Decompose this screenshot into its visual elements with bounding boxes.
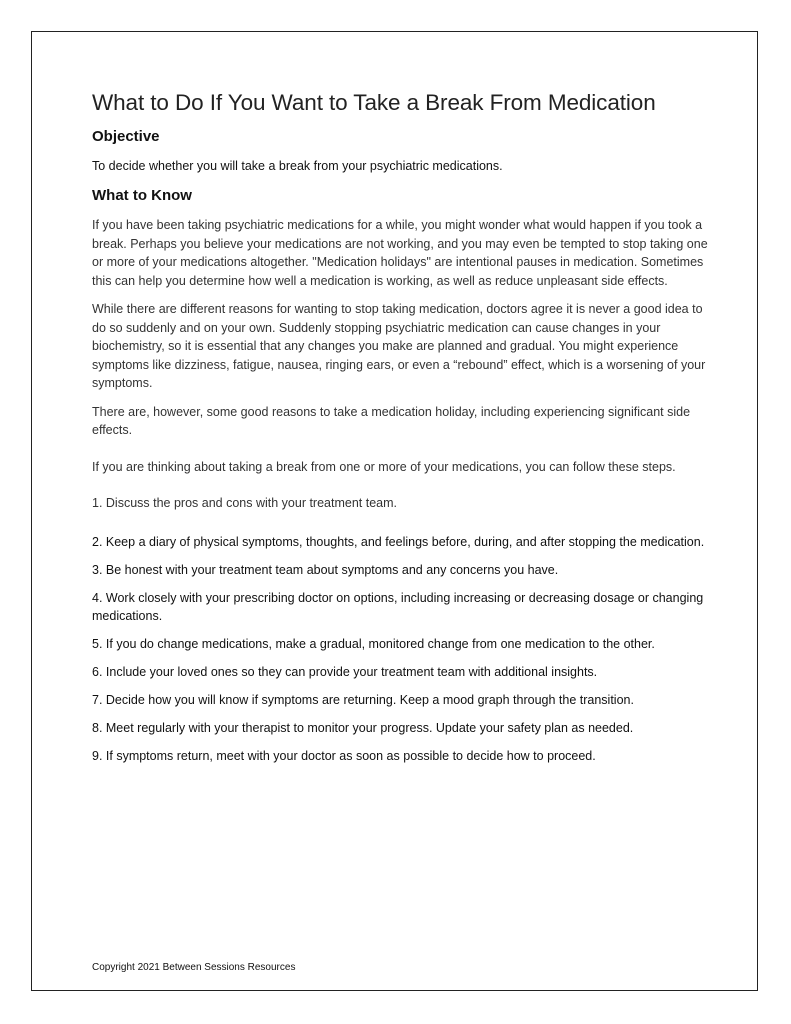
paragraph-intro: If you have been taking psychiatric medications for a while, you might wonder what would happen if you took a break. Perhaps you believe your medications are not working, and you may even be tempted to stop taking one or more of your medications altogether. "Medication holidays" are intentional pauses in medication. Sometimes this can help you determine how well a medication is working, as well as reduce unpleasant side effects. [92,218,708,288]
copyright-footer: Copyright 2021 Between Sessions Resources [92,962,296,973]
step-item-2: 2. Keep a diary of physical symptoms, thoughts, and feelings before, during, and after stopping the medication. [92,534,705,549]
step-item-7: 7. Decide how you will know if symptoms are returning. Keep a mood graph through the transition. [92,692,634,707]
objective-heading: Objective [92,128,160,145]
document-body [92,90,712,775]
document-title: What to Do If You Want to Take a Break From Medication [92,90,656,115]
step-item-8: 8. Meet regularly with your therapist to monitor your progress. Update your safety plan as needed. [92,720,634,735]
objective-text: To decide whether you will take a break from your psychiatric medications. [92,159,503,173]
step-item-5: 5. If you do change medications, make a gradual, monitored change from one medication to the other. [92,636,655,651]
step-item-3: 3. Be honest with your treatment team about symptoms and any concerns you have. [92,562,559,577]
step-item-6: 6. Include your loved ones so they can provide your treatment team with additional insights. [92,664,598,679]
step-item-9: 9. If symptoms return, meet with your doctor as soon as possible to decide how to proceed. [92,748,596,763]
step-item-1: 1. Discuss the pros and cons with your treatment team. [92,496,397,510]
paragraph-reasons: While there are different reasons for wanting to stop taking medication, doctors agree it is never a good idea to do so suddenly and on your own. Suddenly stopping psychiatric medication can cause changes in your biochemistry, so it is essential that any changes you make are planned and gradual. You might experience symptoms like dizziness, fatigue, nausea, ringing ears, or even a “rebound” effect, which is a worsening of your symptoms. [92,302,706,390]
paragraph-steps-intro: If you are thinking about taking a break from one or more of your medications, you can follow these steps. [92,459,676,474]
step-item-4: 4. Work closely with your prescribing doctor on options, including increasing or decreasing dosage or changing medications. [92,590,704,623]
paragraph-good-reasons: There are, however, some good reasons to take a medication holiday, including experiencing significant side effects. [92,404,691,437]
what-to-know-heading: What to Know [92,187,192,204]
